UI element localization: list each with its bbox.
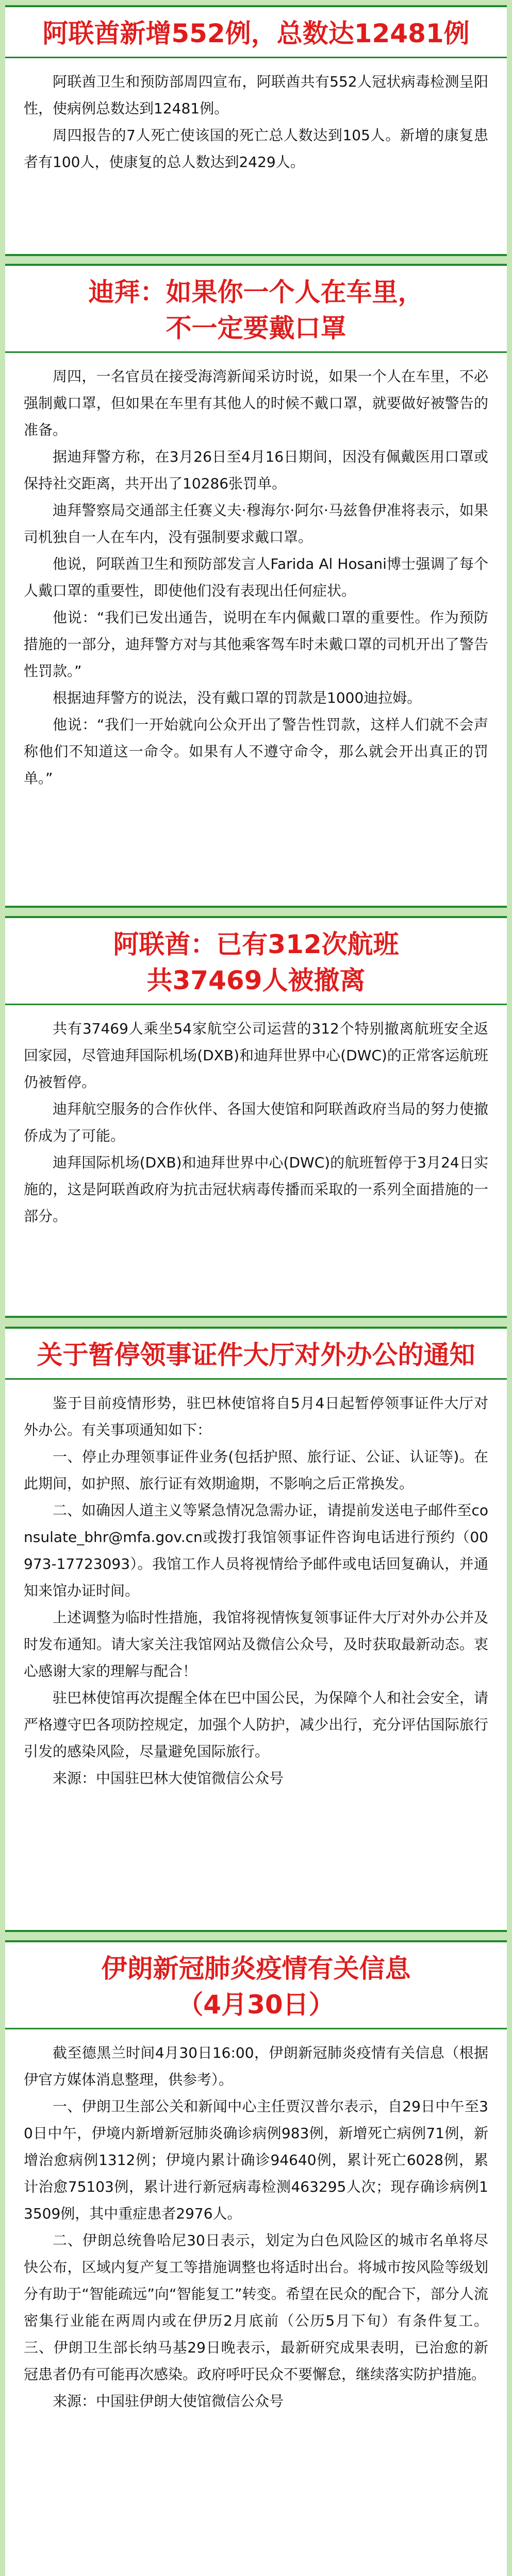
news-paragraph: 迪拜国际机场(DXB)和迪拜世界中心(DWC)的航班暂停于3月24日实施的，这是阿联酋政府为抗击冠状病毒传播而采取的一系列全面措施的一部分。 — [24, 1154, 488, 1225]
news-paragraph: 阿联酋卫生和预防部周四宣布，阿联酋共有552人冠状病毒检测呈阳性，使病例总数达到12481例。 — [24, 73, 488, 117]
news-card — [5, 1940, 507, 2576]
title-line: 共37469人被撤离 — [146, 965, 366, 995]
news-title — [5, 7, 507, 58]
news-paragraph: 他说：“我们一开始就向公众开出了警告性罚款，这样人们就不会声称他们不知道这一命令。如果有人不遵守命令，那么就会开出真正的罚单。” — [24, 716, 488, 787]
news-paragraph: 周四报告的7人死亡使该国的死亡总人数达到105人。新增的康复患者有100人，使康复的总人数达到2429人。 — [24, 127, 488, 171]
news-paragraph: 迪拜航空服务的合作伙伴、各国大使馆和阿联酋政府当局的努力使撤侨成为了可能。 — [24, 1100, 488, 1144]
news-paragraph: 一、停止办理领事证件业务(包括护照、旅行证、公证、认证等)。在此期间，如护照、旅行证有效期逾期，不影响之后正常换发。 — [24, 1448, 488, 1492]
news-title — [5, 266, 507, 353]
news-paragraph: 截至德黑兰时间4月30日16:00，伊朗新冠肺炎疫情有关信息（根据伊官方媒体消息整理，供参考）。 — [24, 2044, 488, 2088]
news-paragraph: 驻巴林使馆再次提醒全体在巴中国公民，为保障个人和社会安全，请严格遵守巴各项防控规定，加强个人防护，减少出行，充分评估国际旅行引发的感染风险，尽量避免国际旅行。 — [24, 1689, 488, 1760]
source-line: 来源：中国驻巴林大使馆微信公众号 — [53, 1770, 284, 1787]
title-line: 阿联酋新增552例，总数达12481例 — [42, 19, 470, 48]
title-line: 不一定要戴口罩 — [166, 313, 346, 343]
title-line: 关于暂停领事证件大厅对外办公的通知 — [37, 1340, 475, 1370]
news-paragraph: 二、如确因人道主义等紧急情况急需办证，请提前发送电子邮件至consulate_bhr@mfa.gov.cn或拨打我馆领事证件咨询电话进行预约（00973-17723093）。我馆工作人员将视情给予邮件或电话回复确认，并通知来馆办证时间。 — [24, 1502, 488, 1599]
news-title — [5, 1329, 507, 1380]
news-paragraph: 一、伊朗卫生部公关和新闻中心主任贾汉普尔表示，自29日中午至30日中午，伊境内新增新冠肺炎确诊病例983例，新增死亡病例71例，新增治愈病例1312例；伊境内累计确诊94640例，累计死亡6028例，累计治愈75103例，累计进行新冠病毒检测463295人次；现存确诊病例13509例，其中重症患者2976人。 — [24, 2098, 488, 2222]
news-paragraph: 上述调整为临时性措施，我馆将视情恢复领事证件大厅对外办公并及时发布通知。请大家关注我馆网站及微信公众号，及时获取最新动态。衷心感谢大家的理解与配合！ — [24, 1609, 488, 1680]
news-paragraph: 周四，一名官员在接受海湾新闻采访时说，如果一个人在车里，不必强制戴口罩，但如果在车里有其他人的时候不戴口罩，就要做好被警告的准备。 — [24, 368, 488, 438]
news-paragraph: 二、伊朗总统鲁哈尼30日表示，划定为白色风险区的城市名单将尽快公布，区域内复产复工等措施调整也将适时出台。将城市按风险等级划分有助于“智能疏远”向“智能复工”转变。希望在民众的配合下，部分人流密集行业能在两周内或在伊历2月底前（公历5月下旬）有条件复工。三、伊朗卫生部长纳马基29日晚表示，最新研究成果表明，已治愈的新冠患者仍有可能再次感染。政府呼吁民众不要懈怠，继续落实防护措施。 — [24, 2232, 488, 2383]
news-card — [5, 264, 507, 908]
news-card — [5, 5, 507, 256]
news-paragraph: 他说：“我们已发出通告，说明在车内佩戴口罩的重要性。作为预防措施的一部分，迪拜警方对与其他乘客驾车时未戴口罩的司机开出了警告性罚款。” — [24, 609, 488, 680]
news-paragraph: 共有37469人乘坐54家航空公司运营的312个特别撤离航班安全返回家园，尽管迪拜国际机场(DXB)和迪拜世界中心(DWC)的正常客运航班仍被暂停。 — [24, 1020, 488, 1091]
news-card — [5, 916, 507, 1318]
news-paragraph: 根据迪拜警方的说法，没有戴口罩的罚款是1000迪拉姆。 — [53, 689, 422, 706]
news-card — [5, 1327, 507, 1932]
title-line: （4月30日） — [177, 1990, 335, 2020]
title-line: 伊朗新冠肺炎疫情有关信息 — [101, 1954, 411, 1984]
title-line: 迪拜：如果你一个人在车里， — [88, 277, 424, 307]
title-line: 阿联酋：已有312次航班 — [113, 929, 399, 959]
news-paragraph: 迪拜警察局交通部主任赛义夫·穆海尔·阿尔·马兹鲁伊准将表示，如果司机独自一人在车内，没有强制要求戴口罩。 — [24, 502, 488, 546]
news-title — [5, 918, 507, 1005]
news-title — [5, 1942, 507, 2029]
news-paragraph: 他说，阿联酋卫生和预防部发言人Farida Al Hosani博士强调了每个人戴口罩的重要性，即使他们没有表现出任何症状。 — [24, 555, 488, 599]
news-paragraph: 鉴于目前疫情形势，驻巴林使馆将自5月4日起暂停领事证件大厅对外办公。有关事项通知如下： — [24, 1395, 488, 1438]
news-paragraph: 据迪拜警方称，在3月26日至4月16日期间，因没有佩戴医用口罩或保持社交距离，共开出了10286张罚单。 — [24, 448, 488, 492]
source-line: 来源：中国驻伊朗大使馆微信公众号 — [53, 2393, 284, 2410]
